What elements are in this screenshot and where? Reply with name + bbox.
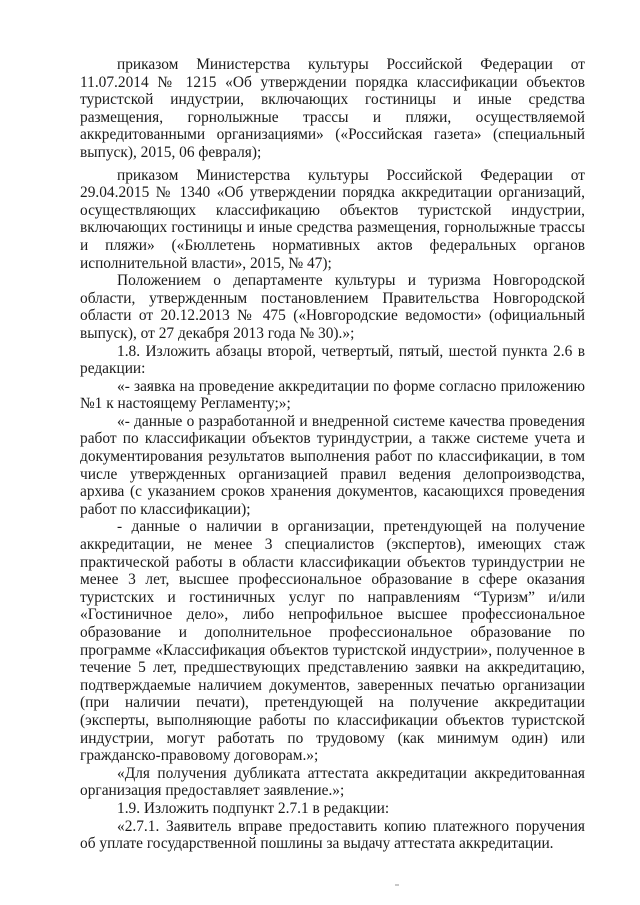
paragraph-item-2-7-1: «2.7.1. Заявитель вправе предоставить копию платежного поручения об уплате государственной пошлины за выдачу аттестата аккредитации.: [80, 817, 585, 853]
paragraph-regulation-department: Положением о департаменте культуры и туризма Новгородской области, утвержденным постановлением Правительства Новгородской области от 20.12.2013 № 475 («Новгородские ведомости» (официальный выпуск), от 27 декабря 2013 года № 30).»;: [80, 272, 585, 342]
paragraph-application-form: «- заявка на проведение аккредитации по форме согласно приложению №1 к настоящему Регламенту;»;: [80, 377, 585, 413]
scan-speck: [395, 884, 399, 886]
document-page: [80, 56, 585, 853]
paragraph-quality-system: «- данные о разработанной и внедренной системе качества проведения работ по классификации объектов туриндустрии, а также системе учета и документирования результатов выполнения работ по классификации, в том числе утвержденных организацией правил ведения делопроизводства, архива (с указанием сроков хранения документов, касающихся проведения работ по классификации);: [80, 412, 585, 518]
paragraph-item-1-8: 1.8. Изложить абзацы второй, четвертый, пятый, шестой пункта 2.6 в редакции:: [80, 342, 585, 378]
paragraph-item-1-9: 1.9. Изложить подпункт 2.7.1 в редакции:: [117, 799, 390, 817]
paragraph-ministry-order-1340: приказом Министерства культуры Российской Федерации от 29.04.2015 № 1340 «Об утверждении порядка аккредитации организаций, осуществляющих классификацию объектов туристской индустрии, включающих гостиницы и иные средства размещения, горнолыжные трассы и пляжи» («Бюллетень нормативных актов федеральных органов исполнительной власти», 2015, № 47);: [80, 166, 585, 272]
paragraph-ministry-order-1215: приказом Министерства культуры Российской Федерации от 11.07.2014 № 1215 «Об утверждении порядка классификации объектов туристской индустрии, включающих гостиницы и иные средства размещения, горнолыжные трассы и пляжи, осуществляемой аккредитованными организациями» («Российская газета» (специальный выпуск), 2015, 06 февраля);: [80, 56, 585, 161]
paragraph-duplicate-certificate: «Для получения дубликата аттестата аккредитации аккредитованная организация предоставляет заявление.»;: [80, 764, 585, 800]
paragraph-specialists: - данные о наличии в организации, претендующей на получение аккредитации, не менее 3 специалистов (экспертов), имеющих стаж практической работы в области классификации объектов туриндустрии не менее 3 лет, высшее профессиональное образование в сфере оказания туристских и гостиничных услуг по направлениям “Туризм” и/или «Гостиничное дело», либо непрофильное высшее профессиональное образование и дополнительное профессиональное образование по программе «Классификация объектов туристской индустрии», полученное в течение 5 лет, предшествующих представлению заявки на аккредитацию, подтверждаемые наличием документов, заверенных печатью организации (при наличии печати), претендующей на получение аккредитации (эксперты, выполняющие работы по классификации объектов туристской индустрии, могут работать по трудовому (как минимум один) или гражданско-правовому договорам.»;: [80, 518, 585, 765]
